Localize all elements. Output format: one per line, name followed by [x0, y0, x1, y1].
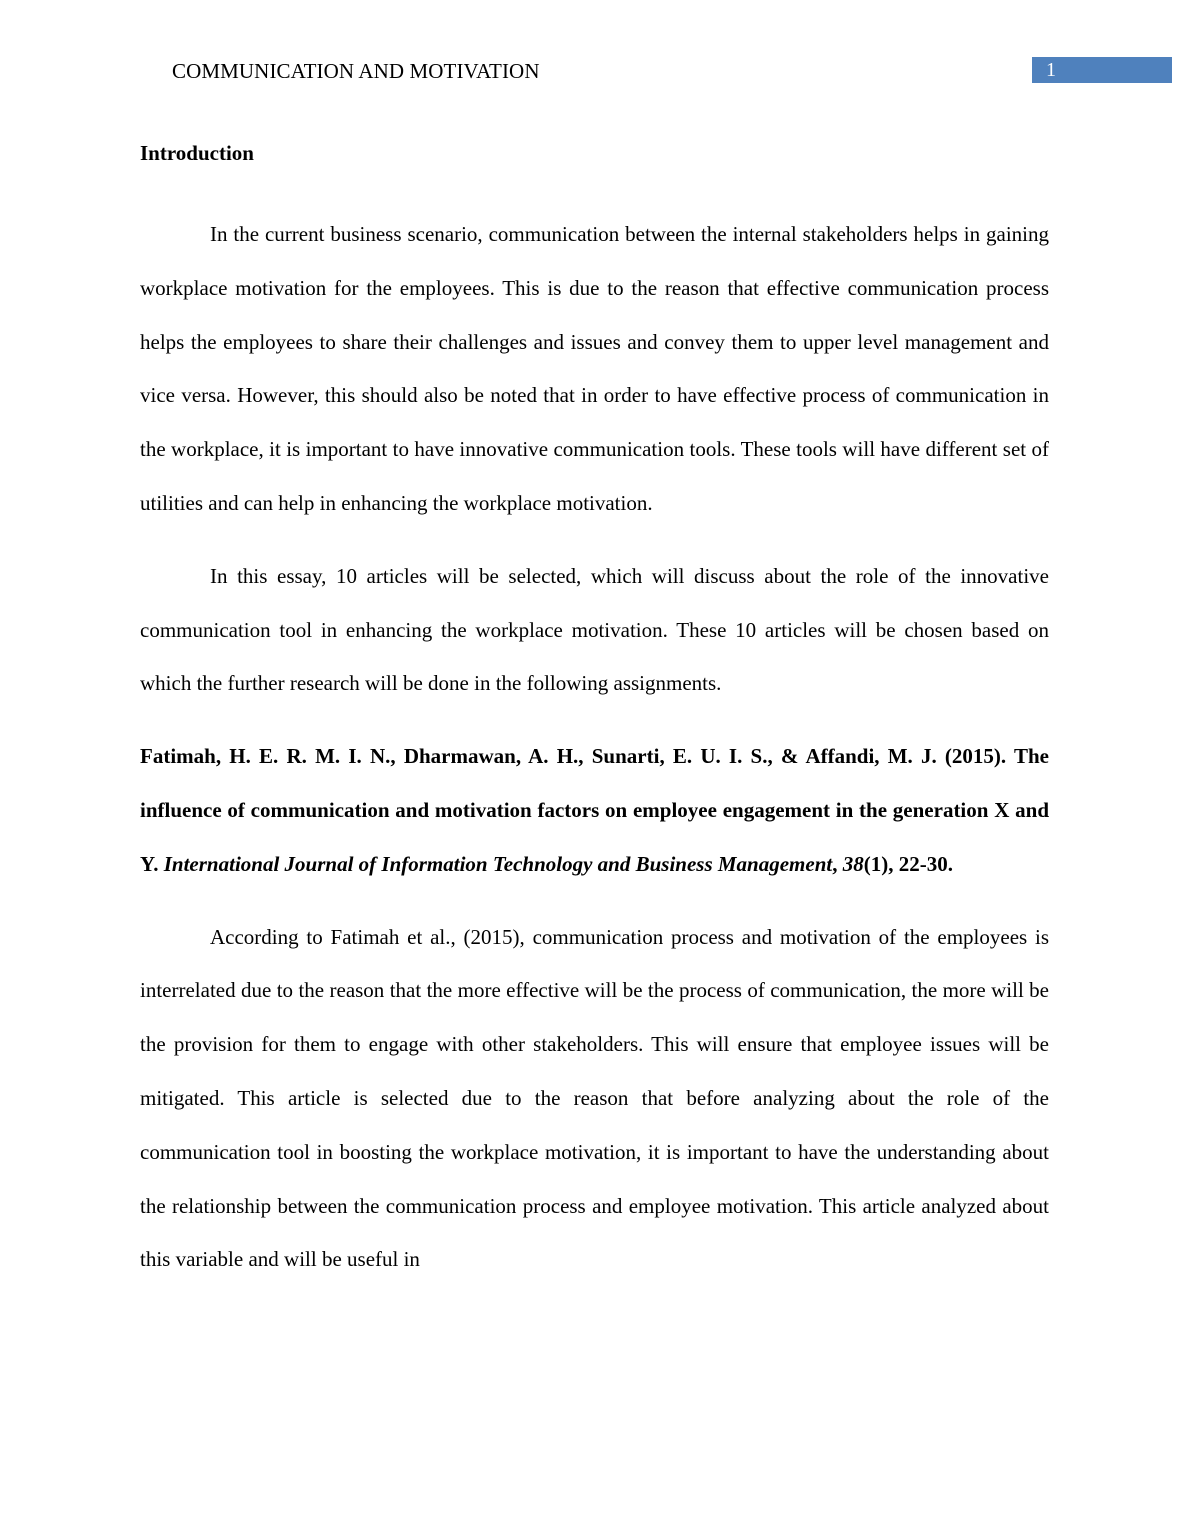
- reference-volume: 38: [842, 851, 864, 876]
- document-body: [140, 136, 1049, 1306]
- reference-journal: International Journal of Information Technology and Business Management: [163, 851, 833, 876]
- reference-citation: [140, 730, 1049, 891]
- section-heading: Introduction: [140, 141, 254, 165]
- paragraph-article-summary: According to Fatimah et al., (2015), communication process and motivation of the employees is interrelated due to the reason that the more effective will be the process of communication, the more will be the provision for them to engage with other stakeholders. This will ensure that employee issues will be mitigated. This article is selected due to the reason that before analyzing about the role of the communication tool in boosting the workplace motivation, it is important to have the understanding about the relationship between the communication process and employee motivation. This article analyzed about this variable and will be useful in: [140, 924, 1049, 1272]
- page-number-badge: 1: [1032, 57, 1172, 83]
- reference-authors-title: Fatimah, H. E. R. M. I. N., Dharmawan, A. H., Sunarti, E. U. I. S., & Affandi, M. J. (2015). The influence of communication and motivation factors on employee engagement in the generation X and Y.: [140, 744, 1049, 876]
- paragraph-intro-2: In this essay, 10 articles will be selected, which will discuss about the role of the innovative communication tool in enhancing the workplace motivation. These 10 articles will be chosen based on which the further research will be done in the following assignments.: [140, 563, 1049, 696]
- paragraph-intro-1: In the current business scenario, communication between the internal stakeholders helps in gaining workplace motivation for the employees. This is due to the reason that effective communication process helps the employees to share their challenges and issues and convey them to upper level management and vice versa. However, this should also be noted that in order to have effective process of communication in the workplace, it is important to have innovative communication tools. These tools will have different set of utilities and can help in enhancing the workplace motivation.: [140, 222, 1049, 515]
- reference-issue-pages: (1), 22-30.: [863, 851, 953, 876]
- reference-separator: ,: [832, 851, 843, 876]
- running-header-title: COMMUNICATION AND MOTIVATION: [172, 59, 540, 83]
